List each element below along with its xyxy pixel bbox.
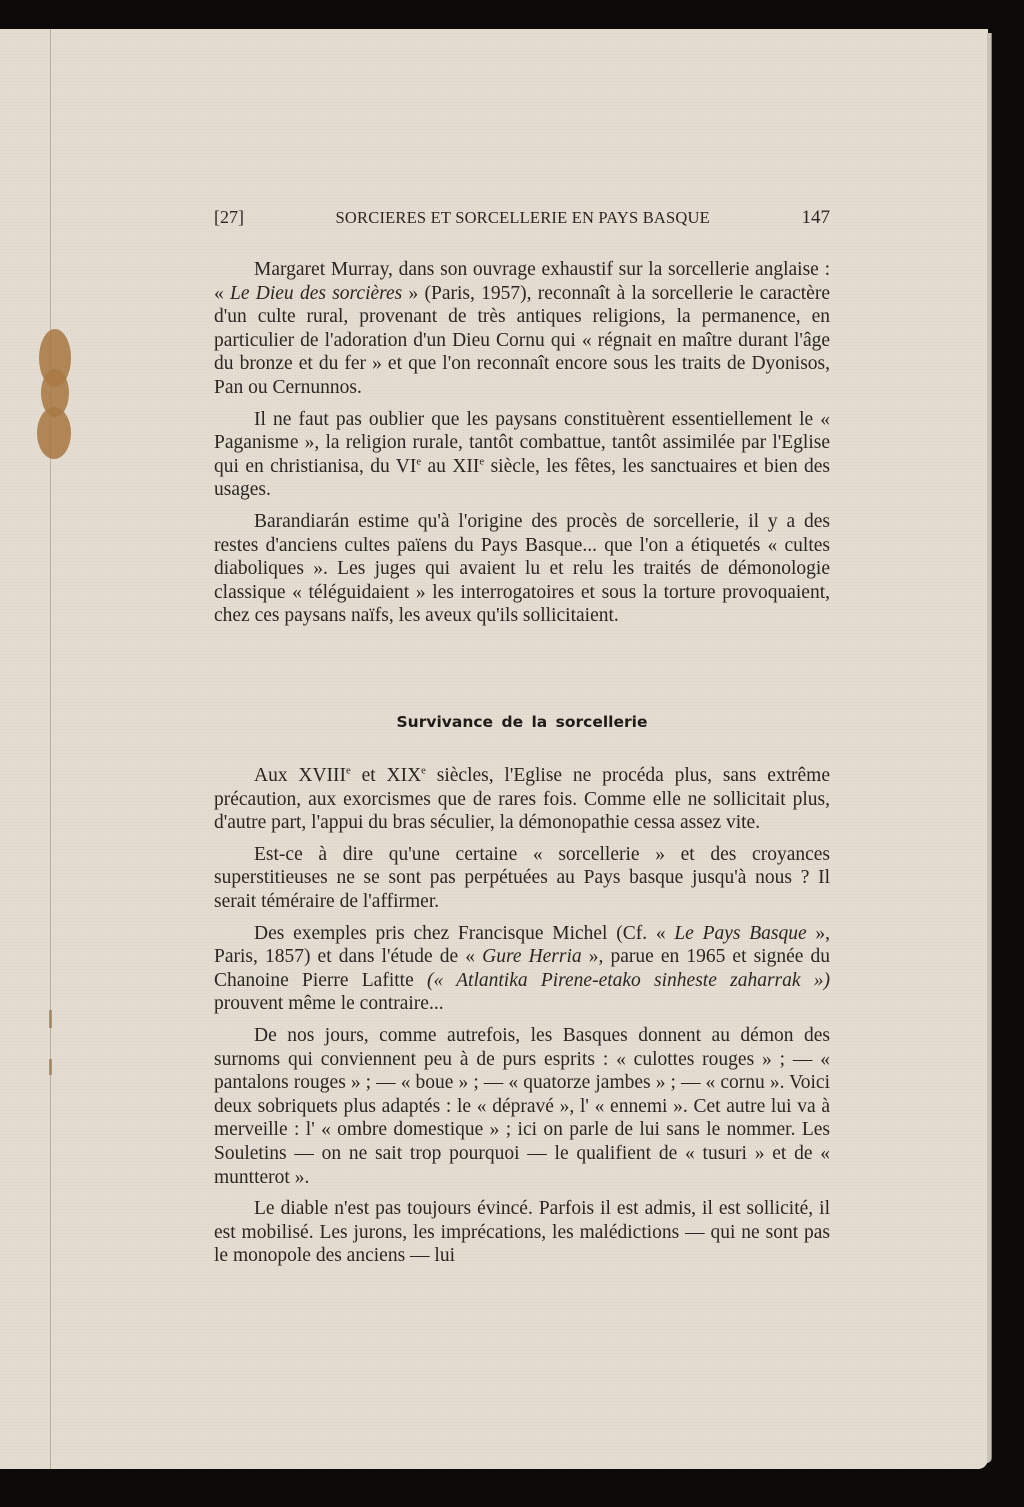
text-run: Le diable n'est pas toujours évincé. Parfois il est admis, il est sollicité, il est mobilisé. Les jurons, les imprécations, les malédictions — qui ne sont pas le monopole des anciens — lui — [214, 1198, 830, 1267]
text-run: », Paris, 1857) et dans l'étude de « — [214, 922, 831, 968]
running-title: SORCIERES ET SORCELLERIE EN PAYS BASQUE — [335, 208, 710, 227]
superscript: e — [479, 455, 485, 468]
text-run: Est-ce à dire qu'une certaine « sorcellerie » et des croyances superstitieuses ne se sont pas perpétuées au Pays basque jusqu'à nous ? Il serait téméraire de l'affirmer. — [214, 843, 830, 912]
text-run: », parue en 1965 et signée du Chanoine Pierre Lafitte — [214, 946, 830, 991]
running-header — [214, 207, 830, 229]
section-one-body — [214, 258, 830, 636]
section-number: [27] — [214, 207, 244, 227]
text-run: siècles, l'Eglise ne procéda plus, sans extrême précaution, aux exorcismes que de rares fois. Comme elle ne sollicitait plus, d'autre part, l'appui du bras séculier, la démonopathie cessa assez vite. — [214, 765, 830, 834]
superscript: e — [416, 455, 422, 468]
text-run: Il ne faut pas oublier que les paysans constituèrent essentiellement le « Paganisme », la religion rurale, tantôt combattue, tantôt assimilée par l'Eglise qui en christianisa, du VI — [214, 408, 830, 477]
text-run: Margaret Murray, dans son ouvrage exhaustif sur la sorcellerie anglaise : « — [214, 259, 830, 304]
italic-text: Le Pays Basque — [674, 922, 807, 944]
text-run: Aux XVIII — [254, 765, 347, 786]
italic-text: (« Atlantika Pirene-etako sinheste zaharrak ») — [426, 969, 831, 991]
italic-text: Le Dieu des sorcières — [230, 282, 403, 304]
paragraph — [214, 1197, 830, 1268]
text-run: et XIX — [350, 765, 422, 786]
text-run: Des exemples pris chez Francisque Michel (Cf. « — [254, 922, 675, 944]
binding-mark — [49, 1059, 52, 1075]
paragraph — [214, 1024, 830, 1189]
text-run: au XII — [421, 455, 480, 477]
paragraph — [214, 922, 830, 1016]
binding-gutter — [50, 29, 51, 1469]
stain-mark — [33, 329, 75, 459]
section-two-body — [214, 764, 830, 1276]
text-run: » (Paris, 1957), reconnaît à la sorcellerie le caractère d'un culte rural, provenant de très antiques religions, la permanence, en particulier de l'adoration d'un Dieu Cornu qui « régnait en maître durant l'âge du bronze et du fer » et que l'on reconnaît encore sous les traits de Dyonisos, Pan ou Cernunnos. — [214, 282, 830, 398]
paragraph — [214, 258, 830, 400]
paragraph — [214, 408, 830, 502]
page-edge — [987, 33, 992, 1463]
paragraph — [214, 510, 830, 628]
paragraph — [214, 764, 830, 835]
paragraph — [214, 843, 830, 914]
superscript: e — [421, 764, 426, 777]
text-run: De nos jours, comme autrefois, les Basques donnent au démon des surnoms qui conviennent peu à de purs esprits : « culottes rouges » ; — « pantalons rouges » ; — « boue » ; — « quatorze jambes » ; — « cornu ». Voici deux sobriquets plus adaptés : le « dépravé », l' « ennemi ». Cet autre lui va à merveille : l' « ombre domestique » ; ici on parle de lui sans le nommer. Les Souletins — on ne sait trop pourquoi — le qualifient de « tusuri » et de « muntterot ». — [214, 1024, 830, 1188]
text-run: prouvent même le contraire... — [214, 993, 444, 1015]
page-number: 147 — [801, 207, 830, 228]
section-heading: Survivance de la sorcellerie — [396, 713, 648, 731]
binding-mark — [49, 1010, 52, 1028]
italic-text: Gure Herria — [482, 946, 582, 968]
text-run: siècle, les fêtes, les sanctuaires et bien des usages. — [214, 455, 830, 501]
superscript: e — [346, 764, 351, 777]
text-run: Barandiarán estime qu'à l'origine des procès de sorcellerie, il y a des restes d'anciens cultes païens du Pays Basque... que l'on a étiquetés « cultes diaboliques ». Les juges qui avaient lu et relu les traités de démonologie classique « téléguidaient » les interrogatoires et sous la torture provoquaient, chez ces paysans naïfs, les aveux qu'ils sollicitaient. — [214, 510, 830, 627]
